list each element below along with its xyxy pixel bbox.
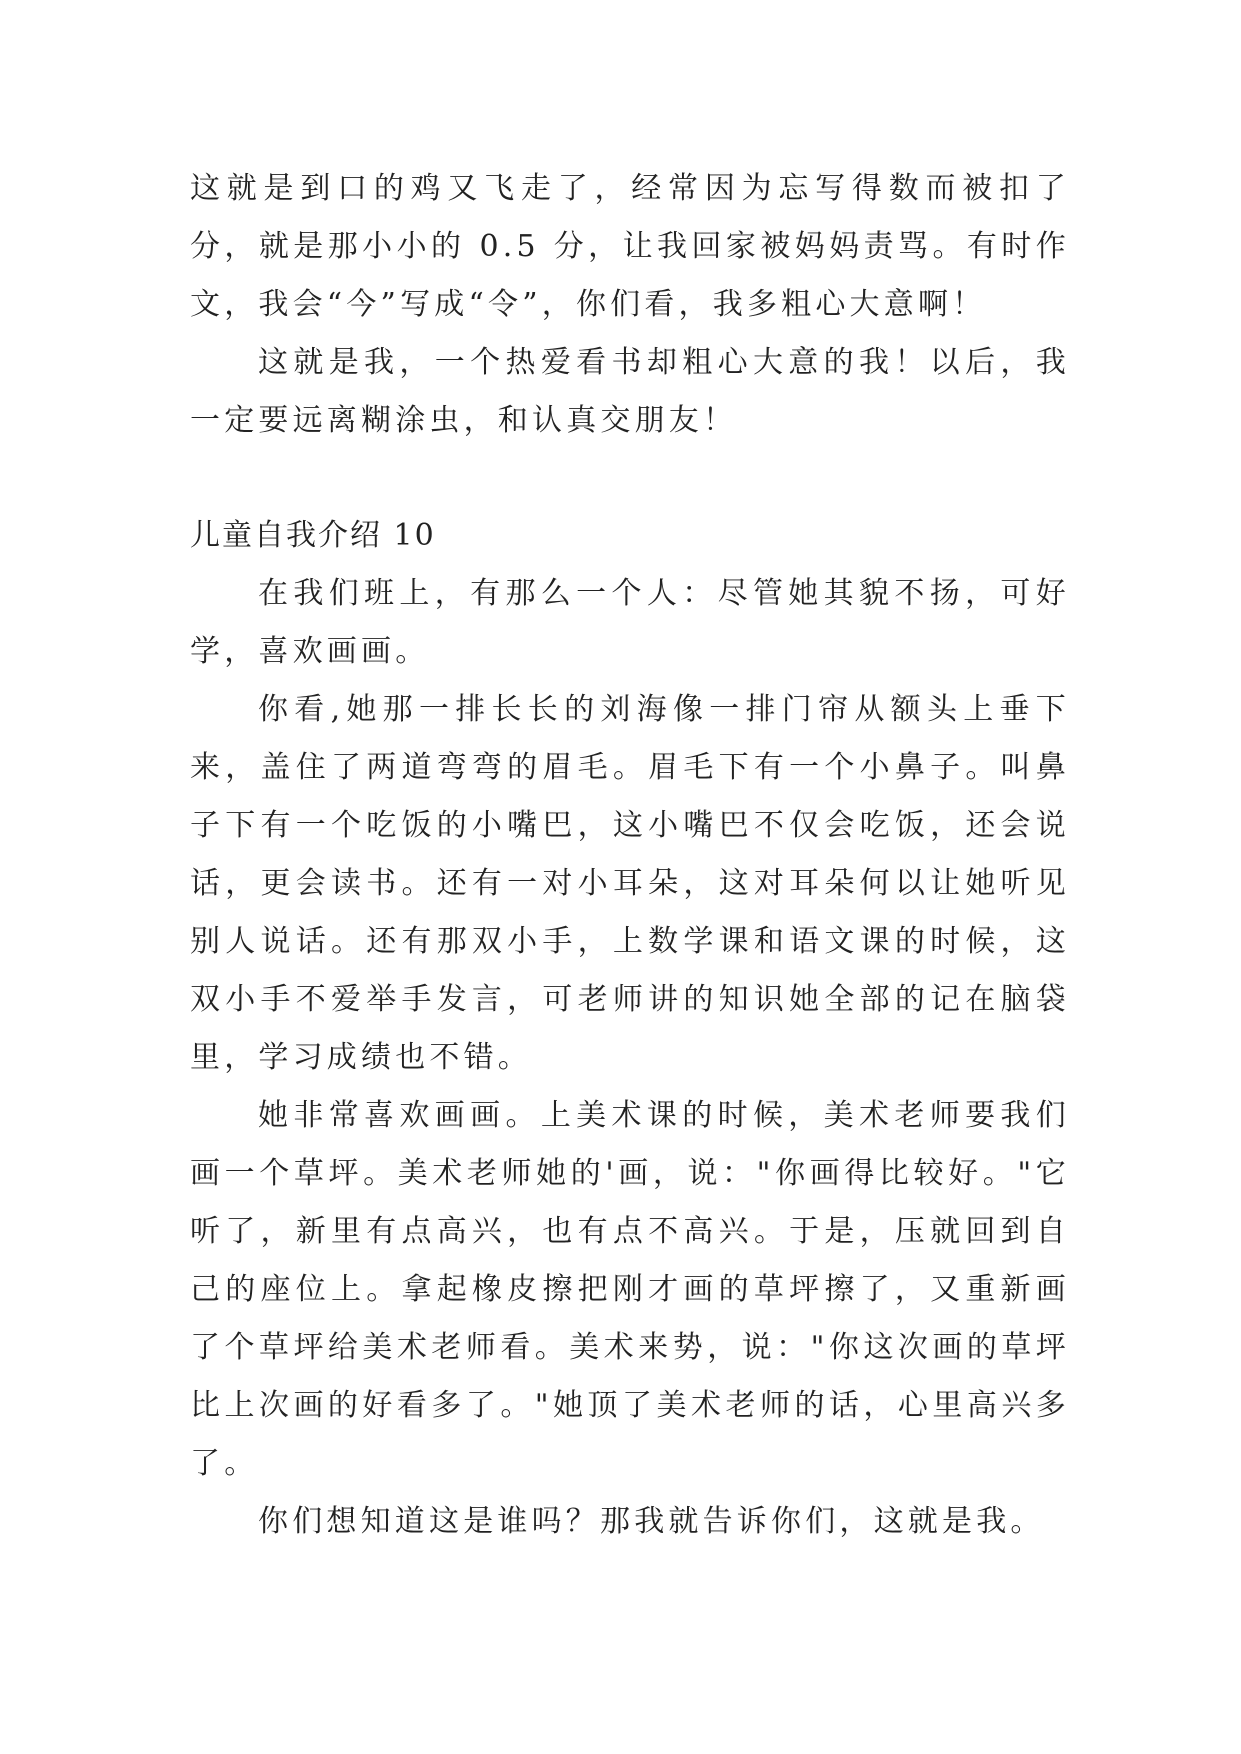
paragraph-drawing: 她非常喜欢画画。上美术课的时候，美术老师要我们画一个草坪。美术老师她的'画，说："你画得比较好。"它听了，新里有点高兴，也有点不高兴。于是，压就回到自己的座位上。拿起橡皮擦把刚才画的草坪擦了，又重新画了个草坪给美术老师看。美术来势，说："你这次画的草坪比上次画的好看多了。"她顶了美术老师的话，心里高兴多了。 [190,1098,1070,1481]
paragraph-reveal: 你们想知道这是谁吗？那我就告诉你们，这就是我。 [258,1504,1045,1539]
section-heading: 儿童自我介绍 10 [190,518,436,553]
paragraph-conclusion: 这就是我，一个热爱看书却粗心大意的我！以后，我一定要远离糊涂虫，和认真交朋友！ [190,345,1070,438]
document-body [190,160,1070,1551]
paragraph-continuation: 这就是到口的鸡又飞走了，经常因为忘写得数而被扣了分，就是那小小的 0.5 分，让我回家被妈妈责骂。有时作文，我会“今”写成“令”，你们看，我多粗心大意啊！ [190,171,1070,322]
paragraph-appearance: 你看,她那一排长长的刘海像一排门帘从额头上垂下来，盖住了两道弯弯的眉毛。眉毛下有一个小鼻子。叫鼻子下有一个吃饭的小嘴巴，这小嘴巴不仅会吃饭，还会说话，更会读书。还有一对小耳朵，这对耳朵何以让她听见别人说话。还有那双小手，上数学课和语文课的时候，这双小手不爱举手发言，可老师讲的知识她全部的记在脑袋里，学习成绩也不错。 [190,692,1070,1075]
paragraph-intro: 在我们班上，有那么一个人：尽管她其貌不扬，可好学，喜欢画画。 [190,576,1070,669]
